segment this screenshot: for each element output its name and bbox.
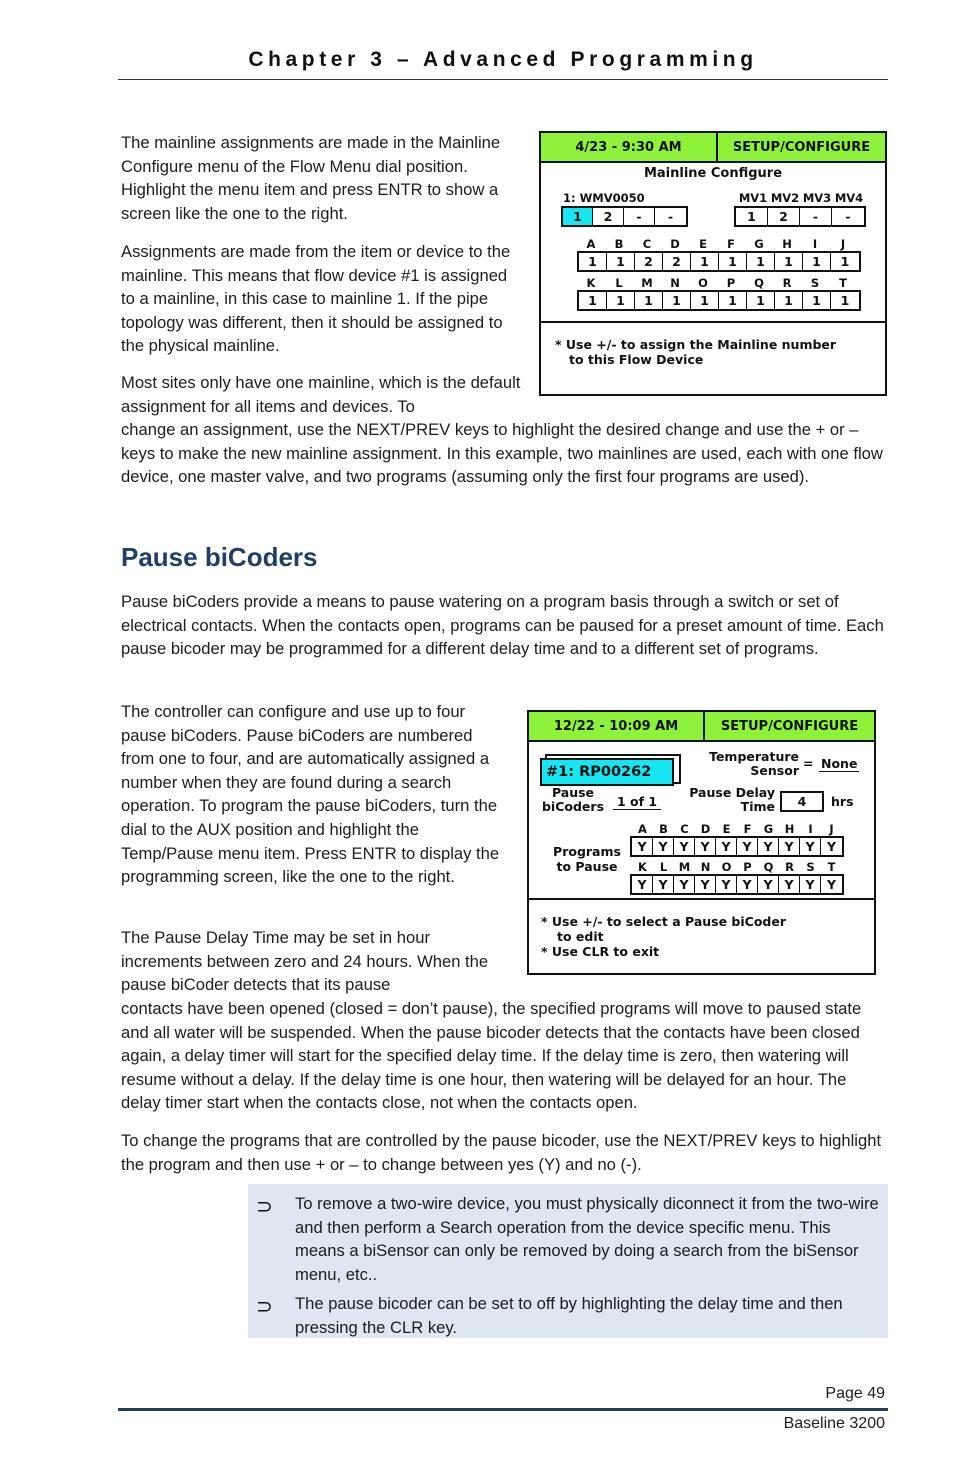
program-cell[interactable]: 1 [840, 293, 850, 308]
mv-cell[interactable]: - [800, 208, 832, 225]
section-p4-block [121, 1129, 888, 1176]
screen1-mode: SETUP/CONFIGURE [716, 133, 885, 161]
program-letter: Q [754, 276, 764, 290]
temp-sensor-label-line2: Sensor [750, 763, 799, 778]
mainline-cell-selected[interactable]: 1 [563, 208, 593, 225]
program-cell[interactable]: 2 [663, 253, 691, 270]
pause-program-cell[interactable]: Y [779, 876, 800, 893]
header-rule [118, 79, 888, 80]
temp-sensor-label [707, 750, 799, 778]
pause-program-letters-a-j [632, 822, 844, 836]
program-letter: B [614, 237, 624, 251]
program-letters-a-j [577, 237, 859, 251]
screen1-header [541, 133, 885, 163]
section-p2-block [121, 700, 509, 889]
screen2-date: 12/22 - 10:09 AM [553, 718, 679, 734]
mv-label: MV2 [770, 191, 800, 205]
program-letter: H [784, 822, 795, 836]
section-p3a-block [121, 926, 509, 997]
screen1-title: Mainline Configure [643, 166, 783, 181]
mv-label: MV1 [738, 191, 768, 205]
tip-arrow-icon: ⊃ [256, 1196, 273, 1218]
pause-program-cell[interactable]: Y [737, 876, 758, 893]
program-cell[interactable]: 1 [579, 292, 607, 309]
program-letter: K [586, 276, 596, 290]
programs-to-pause-label [547, 844, 627, 874]
program-letter: C [680, 822, 689, 836]
pause-program-cell[interactable]: Y [737, 838, 758, 855]
intro-p3-start: Most sites only have one mainline, which is the default assignment for all items and devices. To [121, 373, 521, 416]
program-cell[interactable]: 1 [579, 253, 607, 270]
program-letter: C [642, 237, 652, 251]
program-cell[interactable]: 1 [840, 254, 850, 269]
pause-device-selector[interactable]: #1: RP00262 [540, 758, 674, 786]
program-letter: A [638, 822, 647, 836]
program-letter: E [699, 237, 707, 251]
intro-p2-block [121, 240, 521, 358]
footer-rule [118, 1408, 888, 1411]
pause-program-cell[interactable]: Y [716, 876, 737, 893]
pause-program-cell[interactable]: Y [800, 876, 821, 893]
section-p3b-block [121, 997, 888, 1115]
program-letter: K [638, 860, 647, 874]
pause-program-cell[interactable]: Y [632, 838, 653, 855]
pause-program-cell[interactable]: Y [674, 838, 695, 855]
intro-p3a-block [121, 371, 521, 418]
pause-bicoders-count: 1 of 1 [613, 794, 661, 810]
pause-bicoders-label-line1: Pause [551, 785, 595, 800]
program-letter: R [785, 860, 794, 874]
mainline-cell[interactable]: - [667, 209, 674, 224]
page-number: Page 49 [825, 1385, 885, 1402]
mainline-cell[interactable]: 2 [593, 208, 624, 225]
program-letter: T [827, 860, 836, 874]
section-heading: Pause biCoders [121, 542, 318, 572]
program-cell[interactable]: 1 [635, 292, 663, 309]
pause-delay-input[interactable]: 4 [780, 791, 824, 812]
screen2-body [529, 742, 874, 898]
intro-p1: The mainline assignments are made in the Mainline Configure menu of the Flow Menu dial position. Highlight the menu item and press ENTR to show a screen like the one to the right. [121, 133, 501, 223]
program-letter: N [670, 276, 680, 290]
program-letter: M [641, 276, 653, 290]
flow-device-label: 1: WMV0050 [563, 191, 645, 205]
screen1-help-line1: * Use +/- to assign the Mainline number [555, 337, 837, 352]
program-letter: A [586, 237, 596, 251]
tip-text: The pause bicoder can be set to off by highlighting the delay time and then pressing the CLR key. [295, 1294, 843, 1337]
program-letter: D [700, 822, 711, 836]
program-letter: G [763, 822, 774, 836]
program-cell[interactable]: 1 [775, 292, 803, 309]
tip-arrow-icon: ⊃ [256, 1296, 273, 1318]
program-cell[interactable]: 1 [691, 253, 719, 270]
program-letter: F [727, 237, 735, 251]
program-cell[interactable]: 1 [607, 292, 635, 309]
pause-bicoders-label [539, 786, 607, 814]
screen1-help-line2: to this Flow Device [569, 352, 704, 367]
pause-program-cell[interactable]: Y [653, 838, 674, 855]
pause-bicoder-screen [527, 710, 876, 975]
mv-cell[interactable]: - [845, 209, 851, 224]
program-letter: M [678, 860, 691, 874]
screen1-help [541, 321, 885, 376]
program-letter: R [782, 276, 792, 290]
product-name: Baseline 3200 [783, 1415, 885, 1432]
program-letter: L [659, 860, 668, 874]
program-letter: O [698, 276, 708, 290]
intro-p3b-block [121, 418, 888, 489]
intro-p3-rest: change an assignment, use the NEXT/PREV keys to highlight the desired change and use the + or – keys to make the new mainline assignment. In this example, two mainlines are used, each with one flow device, one master valve, and two programs (assuming only the first four programs are used). [121, 420, 883, 487]
chapter-title: Chapter 3 – Advanced Programming [248, 48, 758, 71]
tip-box [248, 1184, 888, 1338]
pause-program-row-k-t [630, 874, 844, 895]
program-letter: B [659, 822, 668, 836]
program-letters-k-t [577, 276, 859, 290]
program-letter: I [808, 822, 813, 836]
mv-labels [737, 191, 865, 205]
program-letter: S [806, 860, 815, 874]
program-letter: E [722, 822, 731, 836]
program-letter: J [829, 822, 834, 836]
programs-label-line1: Programs [553, 844, 621, 859]
pause-program-cell[interactable]: Y [779, 838, 800, 855]
section-p1: Pause biCoders provide a means to pause watering on a program basis through a switch or set of electrical contacts. When the contacts open, programs can be paused for a preset amount of time. Each pause bicoder may be programmed for a different delay time and to a different set of programs. [121, 592, 884, 659]
program-letter: O [721, 860, 732, 874]
screen1-body [541, 163, 885, 321]
pause-program-cell[interactable]: Y [695, 838, 716, 855]
section-p4: To change the programs that are controlled by the pause bicoder, use the NEXT/PREV keys to highlight the program and then use + or – to change between yes (Y) and no (-). [121, 1131, 882, 1174]
section-p3-rest: contacts have been opened (closed = don’t pause), the specified programs will move to paused state and all water will be suspended. When the pause bicoder detects that the contacts have been closed again, a delay timer will start for the specified delay time. If the delay time is zero, then watering will resume without a delay. If the delay time is one hour, then watering will be delayed for an hour. The delay timer start when the contacts close, not when the contacts open. [121, 999, 862, 1113]
mv-mainline-cells [734, 206, 866, 227]
program-cell[interactable]: 1 [607, 253, 635, 270]
mv-cell[interactable]: 1 [736, 208, 768, 225]
program-letter: T [839, 276, 847, 290]
pause-program-cell[interactable]: Y [800, 838, 821, 855]
pause-program-cell[interactable]: Y [716, 838, 737, 855]
program-letter: L [615, 276, 623, 290]
screen2-header [529, 712, 874, 742]
temp-sensor-value[interactable]: None [821, 756, 858, 771]
program-cell[interactable]: 1 [691, 292, 719, 309]
program-letter: I [812, 237, 818, 251]
mainline-cell[interactable]: - [624, 208, 655, 225]
tip-text: To remove a two-wire device, you must physically diconnect it from the two-wire and then perform a Search operation from the device specific menu. This means a biSensor can only be removed by doing a search from the biSensor menu, etc.. [295, 1194, 879, 1284]
pause-program-cell[interactable]: Y [758, 838, 779, 855]
program-letter: Q [763, 860, 774, 874]
temp-sensor-label-line1: Temperature [709, 749, 799, 764]
pause-program-cell[interactable]: Y [826, 839, 837, 854]
pause-delay-label-line1: Pause Delay [689, 785, 775, 800]
program-cell[interactable]: 1 [803, 253, 831, 270]
screen2-help [529, 898, 874, 971]
program-letter: P [743, 860, 752, 874]
program-mainline-row-k-t [577, 290, 861, 311]
section-p1-block [121, 590, 888, 661]
pause-program-cell[interactable]: Y [695, 876, 716, 893]
program-letter: G [754, 237, 764, 251]
pause-program-cell[interactable]: Y [758, 876, 779, 893]
pause-program-row-a-j [630, 836, 844, 857]
intro-p1-block [121, 131, 521, 225]
programs-label-line2: to Pause [556, 859, 618, 874]
screen1-date: 4/23 - 9:30 AM [575, 139, 682, 155]
program-cell[interactable]: 1 [663, 292, 691, 309]
program-cell[interactable]: 1 [775, 253, 803, 270]
section-p2: The controller can configure and use up to four pause biCoders. Pause biCoders are numbered from one to four, and are automatically assigned a number when they are found during a search operation. To program the pause biCoders, turn the dial to the AUX position and highlight the Temp/Pause menu item. Press ENTR to display the programming screen, like the one to the right. [121, 702, 500, 887]
mv-label: MV4 [834, 191, 864, 205]
pause-program-cell[interactable]: Y [653, 876, 674, 893]
program-letter: J [840, 237, 846, 251]
program-letter: D [670, 237, 680, 251]
program-cell[interactable]: 1 [803, 292, 831, 309]
program-cell[interactable]: 1 [747, 253, 775, 270]
intro-p2: Assignments are made from the item or device to the mainline. This means that flow device #1 is assigned to a mainline, in this case to mainline 1. If the pipe topology was different, then it should be assigned to the physical mainline. [121, 242, 511, 356]
program-letter: P [726, 276, 736, 290]
program-cell[interactable]: 1 [747, 292, 775, 309]
program-letter: S [810, 276, 820, 290]
mainline-configure-screen [539, 131, 887, 396]
program-cell[interactable]: 2 [635, 253, 663, 270]
pause-delay-label-line2: Time [740, 799, 775, 814]
program-cell[interactable]: 1 [719, 292, 747, 309]
program-letter: N [700, 860, 711, 874]
pause-bicoders-label-line2: biCoders [541, 799, 605, 814]
screen2-help-line3: * Use CLR to exit [541, 944, 660, 959]
pause-program-cell[interactable]: Y [632, 876, 653, 893]
screen2-mode: SETUP/CONFIGURE [703, 712, 874, 740]
program-cell[interactable]: 1 [719, 253, 747, 270]
temp-equals: = [803, 756, 814, 771]
pause-delay-label [689, 786, 775, 814]
program-letter: F [743, 822, 752, 836]
screen2-help-line2: to edit [557, 929, 604, 944]
flow-device-mainline-cells [561, 206, 688, 227]
pause-delay-unit: hrs [831, 794, 854, 809]
pause-program-cell[interactable]: Y [674, 876, 695, 893]
program-letter: H [782, 237, 792, 251]
pause-program-cell[interactable]: Y [826, 877, 837, 892]
mv-cell[interactable]: 2 [768, 208, 800, 225]
mv-label: MV3 [802, 191, 832, 205]
program-mainline-row-a-j [577, 251, 861, 272]
screen2-help-line1: * Use +/- to select a Pause biCoder [541, 914, 787, 929]
pause-program-letters-k-t [632, 860, 844, 874]
section-p3-start: The Pause Delay Time may be set in hour increments between zero and 24 hours. When the pause biCoder detects that its pause [121, 928, 489, 995]
